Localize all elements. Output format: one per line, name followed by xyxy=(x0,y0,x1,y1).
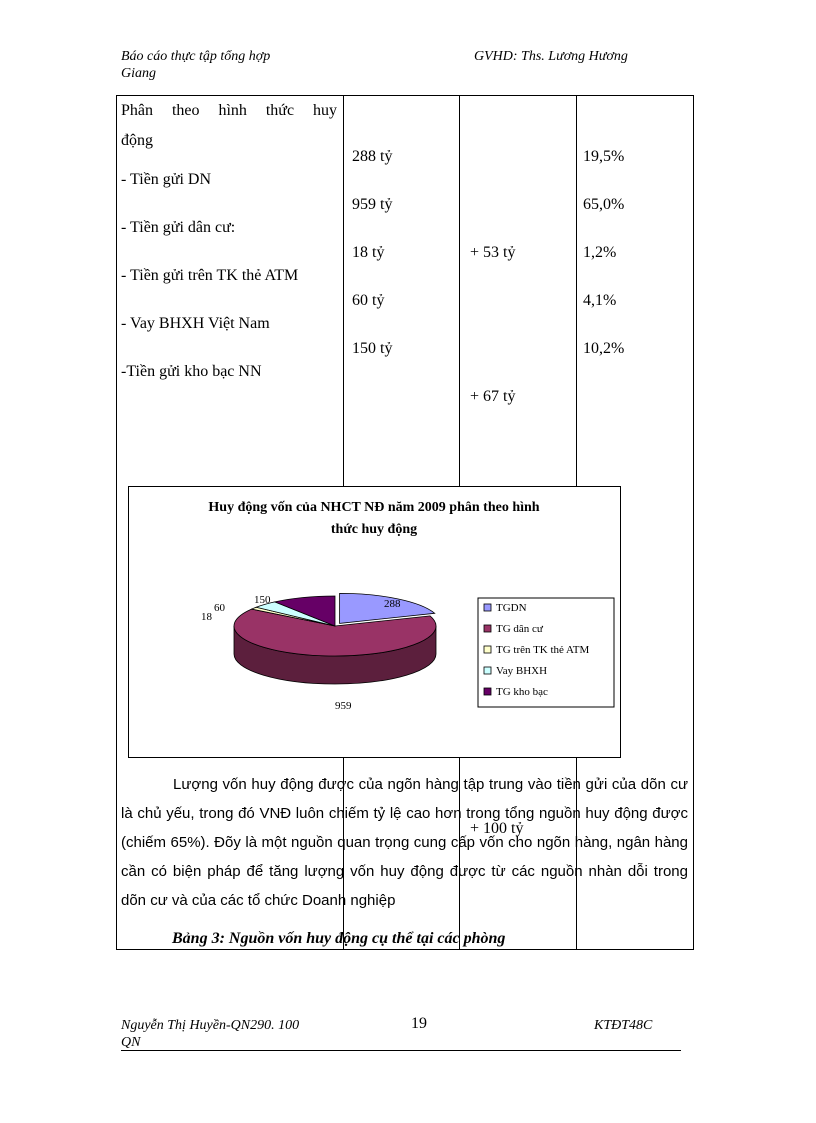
pie-value-label: 60 xyxy=(214,602,225,614)
footer-author-cont: QN xyxy=(121,1035,141,1050)
page-number: 19 xyxy=(411,1015,427,1032)
legend-label: TGDN xyxy=(496,602,527,614)
share-value: 65,0% xyxy=(583,196,625,213)
header-report-title-cont: Giang xyxy=(121,66,156,81)
row-label-kho-bac: -Tiền gửi kho bạc NN xyxy=(121,363,262,380)
pie-value-label: 288 xyxy=(384,598,401,610)
share-value: 10,2% xyxy=(583,340,625,357)
pie-chart-frame xyxy=(128,486,621,758)
share-value: 19,5% xyxy=(583,148,625,165)
change-value: + 100 tỷ xyxy=(470,820,524,837)
legend-swatch xyxy=(484,667,491,674)
legend-label: Vay BHXH xyxy=(496,665,548,677)
pie-value-label: 959 xyxy=(335,700,352,712)
row-label-dan-cu: - Tiền gửi dân cư: xyxy=(121,219,236,236)
chart-title-cont: thức huy động xyxy=(330,522,418,537)
amount-value: 18 tỷ xyxy=(352,244,385,261)
body-paragraph xyxy=(121,770,688,915)
legend-swatch xyxy=(484,604,491,611)
share-value: 4,1% xyxy=(583,292,617,309)
row-label-heading-cont: động xyxy=(121,132,153,149)
row-label-atm: - Tiền gửi trên TK thẻ ATM xyxy=(121,267,299,284)
footer-class: KTĐT48C xyxy=(594,1018,653,1033)
amount-value: 150 tỷ xyxy=(352,340,393,357)
share-value: 1,2% xyxy=(583,244,617,261)
footer-rule xyxy=(121,1050,681,1051)
change-value: + 67 tỷ xyxy=(470,388,516,405)
pie-value-label: 18 xyxy=(201,611,212,623)
header-report-title: Báo cáo thực tập tổng hợp xyxy=(121,49,271,64)
table-caption: Bảng 3: Nguồn vốn huy động cụ thể tại các phòng xyxy=(172,930,506,947)
row-label-bhxh: - Vay BHXH Việt Nam xyxy=(121,315,270,332)
legend-swatch xyxy=(484,625,491,632)
amount-value: 288 tỷ xyxy=(352,148,393,165)
legend-label: TG kho bạc xyxy=(496,686,548,698)
row-label-heading: Phân theo hình thức huy xyxy=(121,102,337,119)
change-value: + 53 tỷ xyxy=(470,244,516,261)
amount-value: 959 tỷ xyxy=(352,196,393,213)
legend-swatch xyxy=(484,646,491,653)
chart-title: Huy động vốn của NHCT NĐ năm 2009 phân theo hình xyxy=(208,500,540,515)
pie-value-label: 150 xyxy=(254,594,271,606)
legend-label: TG dân cư xyxy=(496,623,543,635)
pie-chart xyxy=(129,487,620,757)
header-left xyxy=(121,48,270,82)
header-supervisor: GVHD: Ths. Lương Hương xyxy=(474,49,628,64)
amount-value: 60 tỷ xyxy=(352,292,385,309)
row-label-dn: - Tiền gửi DN xyxy=(121,171,212,188)
paragraph-text: Lượng vốn huy động được của ngõn hàng tập trung vào tiền gửi của dõn cư là chủ yếu, trong đó VNĐ luôn chiếm tỷ lệ cao hơn trong tổng nguồn huy động được (chiếm 65%). Đõy là một nguồn quan trọng cung cấp vốn cho ngõn hàng, ngân hàng cần có biện pháp để tăng lượng vốn huy động được từ các nguồn nhàn dỗi trong dõn cư và của các tổ chức Doanh nghiệp xyxy=(121,776,688,909)
legend-swatch xyxy=(484,688,491,695)
footer-left xyxy=(121,1017,299,1051)
footer-author: Nguyễn Thị Huyền-QN290. 100 xyxy=(121,1018,300,1033)
legend-label: TG trên TK thẻ ATM xyxy=(496,644,590,656)
